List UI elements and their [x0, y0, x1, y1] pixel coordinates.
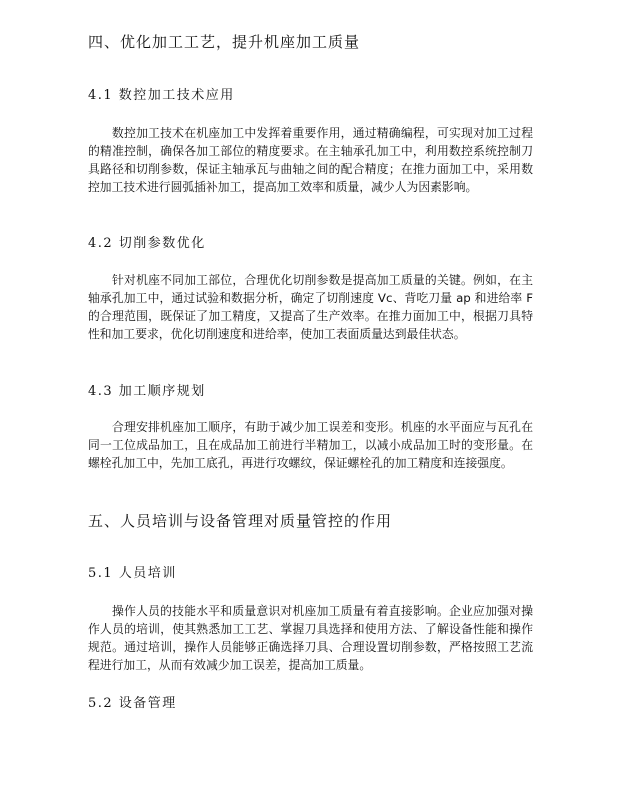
section-5-heading: 五、人员培训与设备管理对质量管控的作用	[88, 512, 393, 530]
section-4-heading: 四、优化加工工艺，提升机座加工质量	[88, 33, 361, 51]
section-4-3-paragraph: 合理安排机座加工顺序，有助于减少加工误差和变形。机座的水平面应与瓦孔在同一工位成品加工，且在成品加工前进行半精加工，以减小成品加工时的变形量。在螺栓孔加工中，先加工底孔，再进行攻螺纹，保证螺栓孔的加工精度和连接强度。	[88, 420, 533, 470]
section-4-2-heading: 4.2 切削参数优化	[88, 236, 206, 251]
section-4-2-paragraph: 针对机座不同加工部位，合理优化切削参数是提高加工质量的关键。例如，在主轴承孔加工中，通过试验和数据分析，确定了切削速度 Vc、背吃刀量 ap 和进给率 F 的合理范围，既保证了加工精度，又提高了生产效率。在推力面加工中，根据刀具特性和加工要求，优化切削速度和进给率，使加工表面质量达到最佳状态。	[88, 273, 533, 341]
section-5-2-heading: 5.2 设备管理	[88, 696, 177, 711]
section-5-1-heading: 5.1 人员培训	[88, 566, 177, 581]
section-4-3-heading: 4.3 加工顺序规划	[88, 384, 206, 399]
section-4-1-heading: 4.1 数控加工技术应用	[88, 88, 235, 103]
section-4-1-paragraph: 数控加工技术在机座加工中发挥着重要作用，通过精确编程，可实现对加工过程的精准控制，确保各加工部位的精度要求。在主轴承孔加工中，利用数控系统控制刀具路径和切削参数，保证主轴承瓦与曲轴之间的配合精度；在推力面加工中，采用数控加工技术进行圆弧插补加工，提高加工效率和质量，减少人为因素影响。	[88, 126, 533, 194]
section-5-1-paragraph: 操作人员的技能水平和质量意识对机座加工质量有着直接影响。企业应加强对操作人员的培训，使其熟悉加工工艺、掌握刀具选择和使用方法、了解设备性能和操作规范。通过培训，操作人员能够正确选择刀具、合理设置切削参数，严格按照工艺流程进行加工，从而有效减少加工误差，提高加工质量。	[88, 604, 533, 672]
